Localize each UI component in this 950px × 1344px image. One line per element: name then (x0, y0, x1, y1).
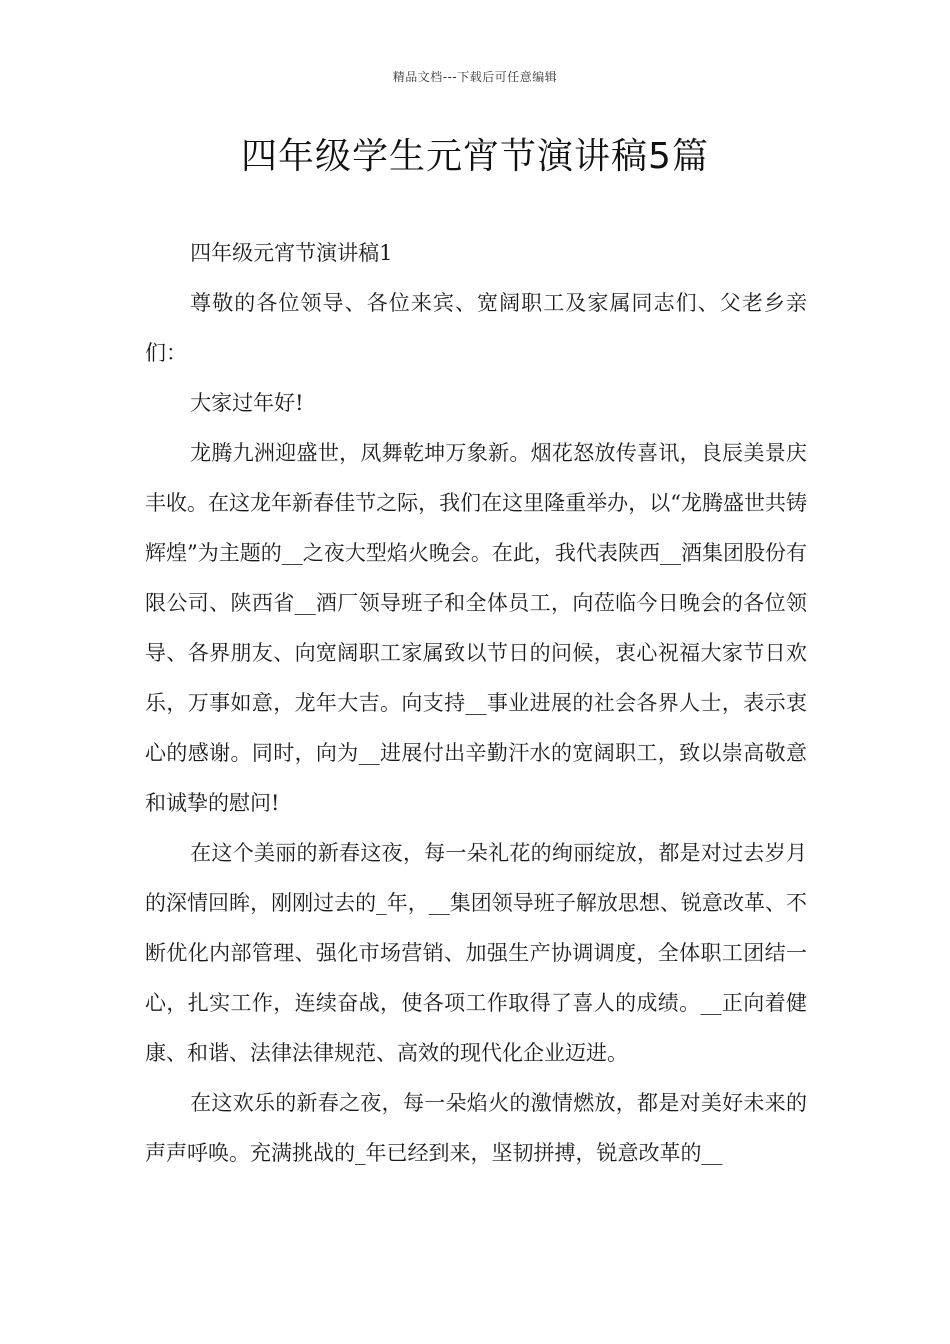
section-heading: 四年级元宵节演讲稿1 (190, 241, 393, 265)
paragraph-body-2: 在这个美丽的新春这夜，每一朵礼花的绚丽绽放，都是对过去岁月的深情回眸，刚刚过去的_年，__集团领导班子解放思想、锐意改革、不断优化内部管理、强化市场营销、加强生产协调调度，全体职工团结一心，扎实工作，连续奋战，使各项工作取得了喜人的成绩。__正向着健康、和谐、法律法律规范、高效的现代化企业迈进。 (145, 841, 807, 1065)
paragraph-body-1: 龙腾九洲迎盛世，凤舞乾坤万象新。烟花怒放传喜讯，良辰美景庆丰收。在这龙年新春佳节之际，我们在这里隆重举办，以“龙腾盛世共铸辉煌”为主题的__之夜大型焰火晚会。在此，我代表陕西__酒集团股份有限公司、陕西省__酒厂领导班子和全体员工，向莅临今日晚会的各位领导、各界朋友、向宽阔职工家属致以节日的问候，衷心祝福大家节日欢乐，万事如意，龙年大吉。向支持__事业进展的社会各界人士，表示衷心的感谢。同时，向为__进展付出辛勤汗水的宽阔职工，致以崇高敬意和诚挚的慰问! (145, 441, 807, 815)
paragraph-body-3: 在这欢乐的新春之夜，每一朵焰火的激情燃放，都是对美好未来的声声呼唤。充满挑战的_年已经到来，坚韧拼搏，锐意改革的__ (145, 1091, 807, 1165)
paragraph-new-year: 大家过年好! (190, 391, 304, 415)
paragraph-greeting: 尊敬的各位领导、各位来宾、宽阔职工及家属同志们、父老乡亲们： (145, 291, 807, 365)
document-body (145, 228, 807, 1178)
document-title: 四年级学生元宵节演讲稿5篇 (241, 136, 709, 177)
header-note: 精品文档---下载后可任意编辑 (392, 70, 558, 84)
